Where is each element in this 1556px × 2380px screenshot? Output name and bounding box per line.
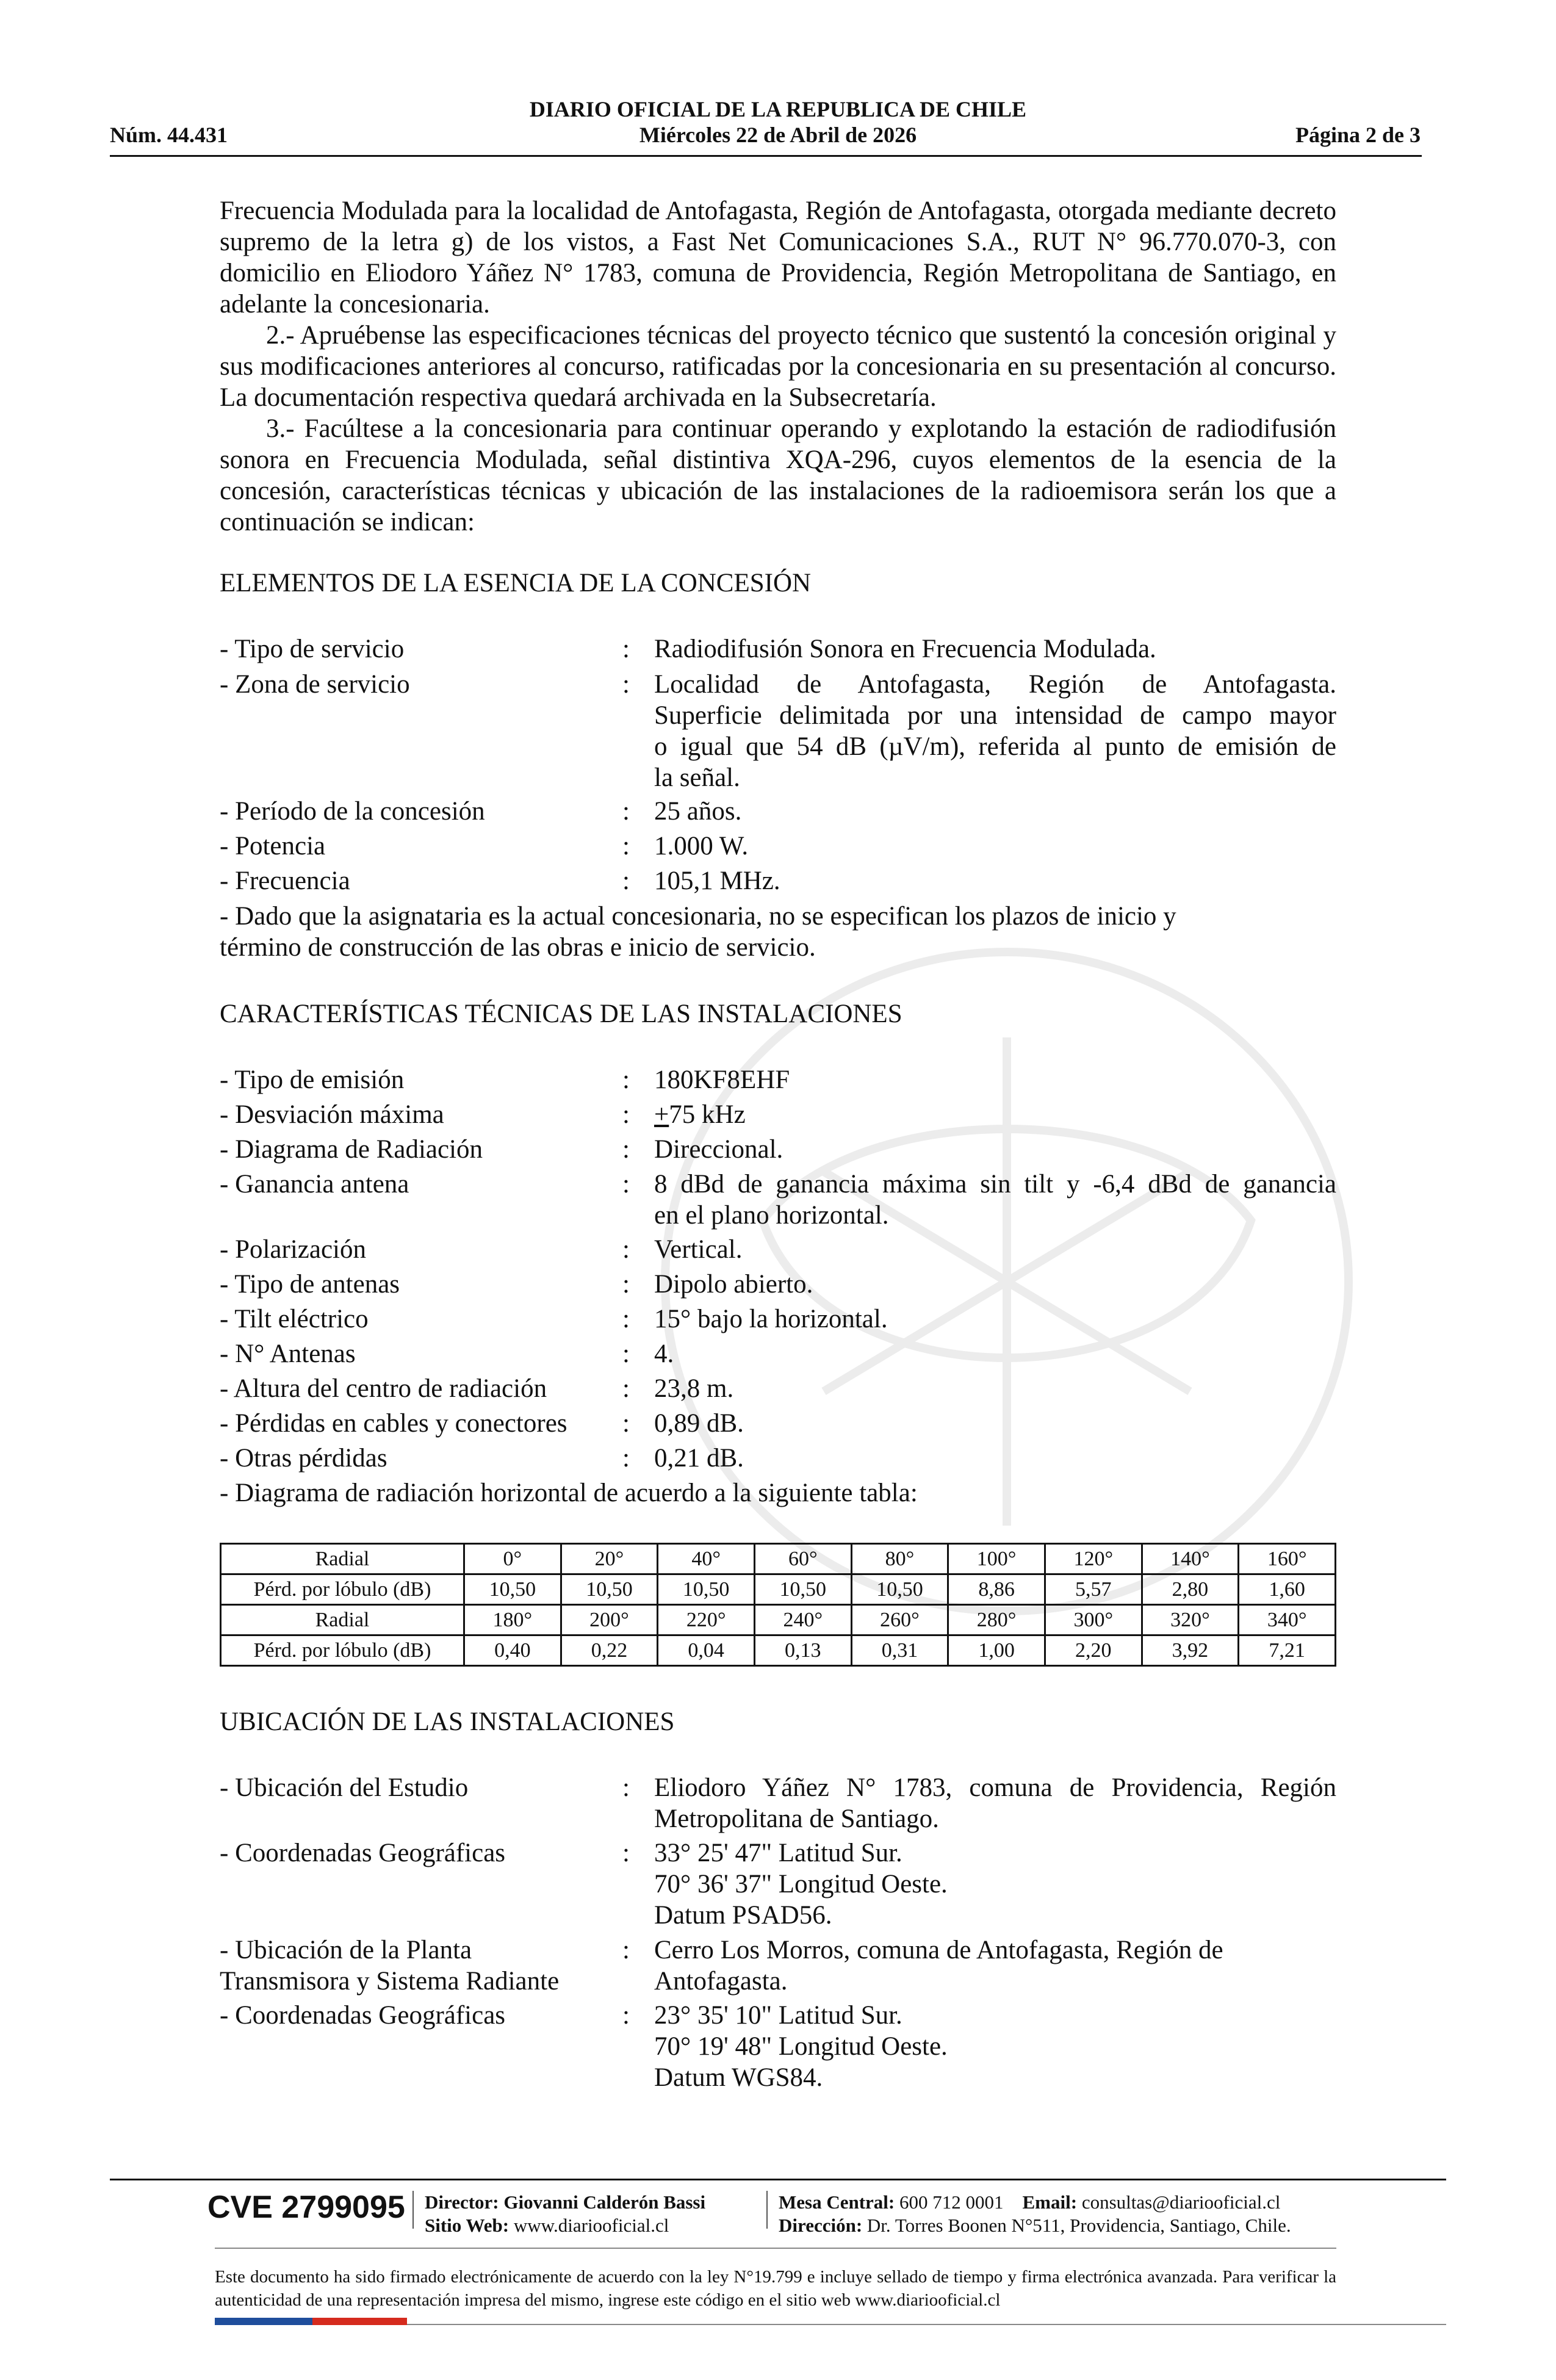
table-cell: 0,31 — [851, 1635, 948, 1666]
table-row — [221, 1574, 1336, 1605]
table-cell: 0,22 — [561, 1635, 658, 1666]
flag-stripe-blue — [215, 2318, 312, 2325]
field-value: 105,1 MHz. — [654, 867, 780, 895]
row-header-cell: Radial — [221, 1544, 464, 1574]
row-header-cell: Radial — [221, 1605, 464, 1635]
field-label: - Polarización — [220, 1235, 366, 1264]
table-cell: 5,57 — [1045, 1574, 1142, 1605]
field-value: 23° 35' 10" Latitud Sur. 70° 19' 48" Longitud Oeste. Datum WGS84. — [654, 2001, 948, 2092]
field-label: - Frecuencia — [220, 867, 350, 895]
cve-code: CVE 2799095 — [207, 2190, 405, 2225]
field-label: - Potencia — [220, 832, 326, 860]
table-cell: 320° — [1142, 1605, 1239, 1635]
field-value: Eliodoro Yáñez N° 1783, comuna de Providencia, Región Metropolitana de Santiago. — [654, 1773, 1336, 1833]
field-value: 8 dBd de ganancia máxima sin tilt y -6,4 dBd de ganancia en el plano horizontal. — [654, 1170, 1336, 1230]
table-cell: 0,04 — [658, 1635, 755, 1666]
website-link[interactable]: www.diariooficial.cl — [513, 2215, 669, 2236]
field-label: - N° Antenas — [220, 1340, 356, 1368]
field-label: - Tilt eléctrico — [220, 1305, 369, 1333]
row-header-cell: Pérd. por lóbulo (dB) — [221, 1635, 464, 1666]
field-value: 180KF8EHF — [654, 1066, 790, 1094]
field-label: - Coordenadas Geográficas — [220, 2001, 506, 2030]
field-value: Radiodifusión Sonora en Frecuencia Modulada. — [654, 635, 1156, 663]
field-label: - Ubicación del Estudio — [220, 1773, 469, 1802]
table-cell: 0,40 — [464, 1635, 561, 1666]
table-cell: 8,86 — [948, 1574, 1045, 1605]
legal-notice: Este documento ha sido firmado electrónicamente de acuerdo con la ley N°19.799 e incluye sellado de tiempo y firma electrónica avanzada. Para verificar la autenticidad de una representación impresa del mismo, ingrese este código en el sitio web www.diariooficial.cl — [215, 2267, 1336, 2310]
field-label: - Ubicación de la Planta Transmisora y Sistema Radiante — [220, 1936, 560, 1996]
field-label: - Coordenadas Geográficas — [220, 1839, 506, 1867]
field-value: Dipolo abierto. — [654, 1270, 813, 1299]
field-label: - Ganancia antena — [220, 1170, 409, 1199]
footer-director-block: Director: Giovanni Calderón Bassi Sitio Web: www.diariooficial.cl — [425, 2191, 706, 2236]
table-cell: 40° — [658, 1544, 755, 1574]
paragraph-3: 3.- Facúltese a la concesionaria para continuar operando y explotando la estación de radiodifusión sonora en Frecuencia Modulada, señal distintiva XQA-296, cuyos elementos de la esencia de la concesión, características técnicas y ubicación de las instalaciones de la radioemisora serán los que a continuación se indican: — [220, 414, 1336, 536]
header-divider — [110, 155, 1422, 157]
table-cell: 10,50 — [658, 1574, 755, 1605]
table-cell: 1,00 — [948, 1635, 1045, 1666]
table-cell: 260° — [851, 1605, 948, 1635]
document-page: DIARIO OFICIAL DE LA REPUBLICA DE CHILE Núm. 44.431 Miércoles 22 de Abril de 2026 Página 2 de 3 Frecuencia Modulada para la localidad de Antofagasta, Región de Antofagasta, otorgada mediante decreto supremo de la letra g) de los vistos, a Fast Net Comunicaciones S.A., RUT N° 96.770.070-3, con domicilio en Eliodoro Yáñez N° 1783, comuna de Providencia, Región Metropolitana de Santiago, en adelante la concesionaria. 2.- Apruébense las especificaciones técnicas del proyecto técnico que sustentó la concesión original y sus modificaciones anteriores al concurso, ratificadas por la concesionaria en su presentación al concurso. La documentación respectiva quedará archivada en la Subsecretaría. 3.- Facúltese a la concesionaria para continuar operando y explotando la estación de radiodifusión sonora en Frecuencia Modulada, señal distintiva XQA-296, cuyos elementos de la esencia de la concesión, características técnicas y ubicación de las instalaciones de la radioemisora serán los que a continuación se indican: ELEMENTOS DE LA ESENCIA DE LA CONCESIÓN - Tipo de servicio : Radiodifusión Sonora en Frecuencia Modulada. - Zona de servicio : Localidad de Antofagasta, Región de Antofagasta. Superficie delimitada por una intensidad de campo mayor o igual que 54 dB (µV/m), referida al punto de emisión de la señal. - Período de la concesión : 25 años. - Potencia : 1.000 W. - Frecuencia : 105,1 MHz. - Dado que la asignataria es la actual concesionaria, no se especifican los plazos de inicio y término de construcción de las obras e inicio de servicio. CARACTERÍSTICAS TÉCNICAS DE LAS INSTALACIONES - Tipo de emisión : 180KF8EHF - Desviación máxima : +75 kHz - Diagrama de Radiación : Direccional. - Ganancia antena : 8 dBd de ganancia máxima sin tilt y -6,4 dBd de ganancia en el plano horizontal. - Polarización : Vertical. - Tipo de antenas : Dipolo abierto. - Tilt eléctrico : 15° bajo la horizontal. - N° Antenas : 4. - Altura del centro de radiación : 23,8 m. - Pérdidas en cables y conectores : 0,89 dB. - Otras pérdidas : 0,21 dB. - Diagrama de radiación horizontal de acuerdo a la siguiente tabla: Radial 0° 20° 40° 60° 80° 100° 120° 140° 160° Pérd. por lóbulo (dB) 10,50 10,50 10,50 10,50 10,50 8,86 5,57 2,80 1,60 Radial 180° 200° 220° 240° 260° 280° 300° 320° 340° Pérd. por lóbulo (dB) 0,40 0,22 0,04 0,13 0,31 1,00 2,20 3,92 7,21 UBICACIÓN DE LAS INSTALACIONES - Ubicación del Estudio : Eliodoro Yáñez N° 1783, comuna de Providencia, Región Metropolitana de Santiago. - Coordenadas Geográficas : 33° 25' 47" Latitud Sur. 70° 36' 37" Longitud Oeste. Datum PSAD56. - Ubicación de la Planta Transmisora y Sistema Radiante : Cerro Los Morros, comuna de Antofagasta, Región de Antofagasta. - Coordenadas Geográficas : 23° 35' 10" Latitud Sur. 70° 19' 48" Longitud Oeste. Datum WGS84. CVE 2799095 Director: Giovanni Calderón Bassi Sitio Web: www.diariooficial.cl Mesa Central: 600 712 0001 Email: consultas@diariooficial.cl Dirección: Dr. Torres Boonen N°511, Providencia, Santiago, Chile. Este documento ha sido firmado electrónicamente de acuerdo con la ley N°19.799 e incluye sellado de tiempo y firma electrónica avanzada. Para verificar la autenticidad de una representación impresa del mismo, ingrese este código en el sitio web www.diariooficial.cl — [0, 0, 1556, 2380]
director-name: Giovanni Calderón Bassi — [503, 2191, 706, 2213]
field-label: - Pérdidas en cables y conectores — [220, 1409, 567, 1438]
table-cell: 2,80 — [1142, 1574, 1239, 1605]
table-cell: 160° — [1239, 1544, 1336, 1574]
esencia-note: - Dado que la asignataria es la actual concesionaria, no se especifican los plazos de inicio y término de construcción de las obras e inicio de servicio. — [220, 902, 1176, 962]
field-label: - Período de la concesión — [220, 797, 485, 826]
field-label: - Tipo de servicio — [220, 635, 405, 663]
field-label: - Tipo de emisión — [220, 1066, 405, 1094]
address: Dr. Torres Boonen N°511, Providencia, Santiago, Chile. — [866, 2215, 1291, 2236]
phone-number: 600 712 0001 — [899, 2191, 1004, 2213]
field-value: 25 años. — [654, 797, 742, 826]
field-value: Vertical. — [654, 1235, 743, 1264]
table-cell: 100° — [948, 1544, 1045, 1574]
table-cell: 180° — [464, 1605, 561, 1635]
footer-separator — [412, 2191, 414, 2229]
table-cell: 10,50 — [754, 1574, 851, 1605]
footer-separator — [766, 2191, 768, 2229]
field-value: 4. — [654, 1340, 674, 1368]
footer-contact-block: Mesa Central: 600 712 0001 Email: consultas@diariooficial.cl Dirección: Dr. Torres Boonen N°511, Providencia, Santiago, Chile. — [779, 2191, 1291, 2236]
field-label: - Otras pérdidas — [220, 1444, 387, 1473]
table-cell: 10,50 — [464, 1574, 561, 1605]
table-cell: 7,21 — [1239, 1635, 1336, 1666]
table-cell: 300° — [1045, 1605, 1142, 1635]
footer-divider-bottom — [407, 2324, 1446, 2325]
table-cell: 220° — [658, 1605, 755, 1635]
section-heading-esencia: ELEMENTOS DE LA ESENCIA DE LA CONCESIÓN — [220, 569, 812, 597]
intro-text — [220, 195, 1336, 538]
table-cell: 0,13 — [754, 1635, 851, 1666]
paragraph-2: 2.- Apruébense las especificaciones técnicas del proyecto técnico que sustentó la concesión original y sus modificaciones anteriores al concurso, ratificadas por la concesionaria en su presentación al concurso. La documentación respectiva quedará archivada en la Subsecretaría. — [220, 321, 1336, 412]
table-cell: 140° — [1142, 1544, 1239, 1574]
table-cell: 10,50 — [851, 1574, 948, 1605]
field-value: Localidad de Antofagasta, Región de Antofagasta. Superficie delimitada por una intensidad de campo mayor o igual que 54 dB (µV/m), referida al punto de emisión de la señal. — [654, 670, 1336, 792]
table-cell: 20° — [561, 1544, 658, 1574]
table-cell: 240° — [754, 1605, 851, 1635]
footer-divider-top — [110, 2179, 1446, 2180]
table-row — [221, 1635, 1336, 1666]
field-value: +75 kHz — [654, 1100, 746, 1129]
page-number: Página 2 de 3 — [1295, 123, 1421, 147]
table-row — [221, 1544, 1336, 1574]
section-heading-ubicacion: UBICACIÓN DE LAS INSTALACIONES — [220, 1707, 675, 1736]
field-value: 15° bajo la horizontal. — [654, 1305, 888, 1333]
row-header-cell: Pérd. por lóbulo (dB) — [221, 1574, 464, 1605]
issue-number: Núm. 44.431 — [110, 123, 228, 147]
table-row — [221, 1605, 1336, 1635]
radiation-table — [220, 1543, 1336, 1667]
issue-date: Miércoles 22 de Abril de 2026 — [639, 123, 917, 147]
field-value: 0,89 dB. — [654, 1409, 744, 1438]
table-cell: 340° — [1239, 1605, 1336, 1635]
field-label: - Desviación máxima — [220, 1100, 444, 1129]
table-cell: 0° — [464, 1544, 561, 1574]
table-cell: 3,92 — [1142, 1635, 1239, 1666]
email-link[interactable]: consultas@diariooficial.cl — [1081, 2191, 1281, 2213]
table-cell: 120° — [1045, 1544, 1142, 1574]
footer-divider-inner — [215, 2248, 1336, 2249]
section-heading-tecnicas: CARACTERÍSTICAS TÉCNICAS DE LAS INSTALACIONES — [220, 1000, 902, 1028]
field-value: 1.000 W. — [654, 832, 749, 860]
table-cell: 200° — [561, 1605, 658, 1635]
table-cell: 280° — [948, 1605, 1045, 1635]
table-cell: 60° — [754, 1544, 851, 1574]
field-label: - Zona de servicio — [220, 670, 410, 699]
field-value: 23,8 m. — [654, 1374, 734, 1403]
field-value: 33° 25' 47" Latitud Sur. 70° 36' 37" Longitud Oeste. Datum PSAD56. — [654, 1839, 948, 1930]
table-cell: 10,50 — [561, 1574, 658, 1605]
field-label: - Tipo de antenas — [220, 1270, 400, 1299]
field-value: Direccional. — [654, 1135, 783, 1164]
field-label: - Altura del centro de radiación — [220, 1374, 547, 1403]
diagram-note: - Diagrama de radiación horizontal de acuerdo a la siguiente tabla: — [220, 1479, 918, 1507]
table-cell: 80° — [851, 1544, 948, 1574]
field-value: 0,21 dB. — [654, 1444, 744, 1473]
newspaper-title: DIARIO OFICIAL DE LA REPUBLICA DE CHILE — [529, 97, 1027, 121]
paragraph-1: Frecuencia Modulada para la localidad de Antofagasta, Región de Antofagasta, otorgada mediante decreto supremo de la letra g) de los vistos, a Fast Net Comunicaciones S.A., RUT N° 96.770.070-3, con domicilio en Eliodoro Yáñez N° 1783, comuna de Providencia, Región Metropolitana de Santiago, en adelante la concesionaria. — [220, 197, 1336, 319]
table-cell: 2,20 — [1045, 1635, 1142, 1666]
field-label: - Diagrama de Radiación — [220, 1135, 483, 1164]
flag-stripe-red — [312, 2318, 407, 2325]
table-cell: 1,60 — [1239, 1574, 1336, 1605]
field-value: Cerro Los Morros, comuna de Antofagasta, Región de Antofagasta. — [654, 1936, 1223, 1996]
